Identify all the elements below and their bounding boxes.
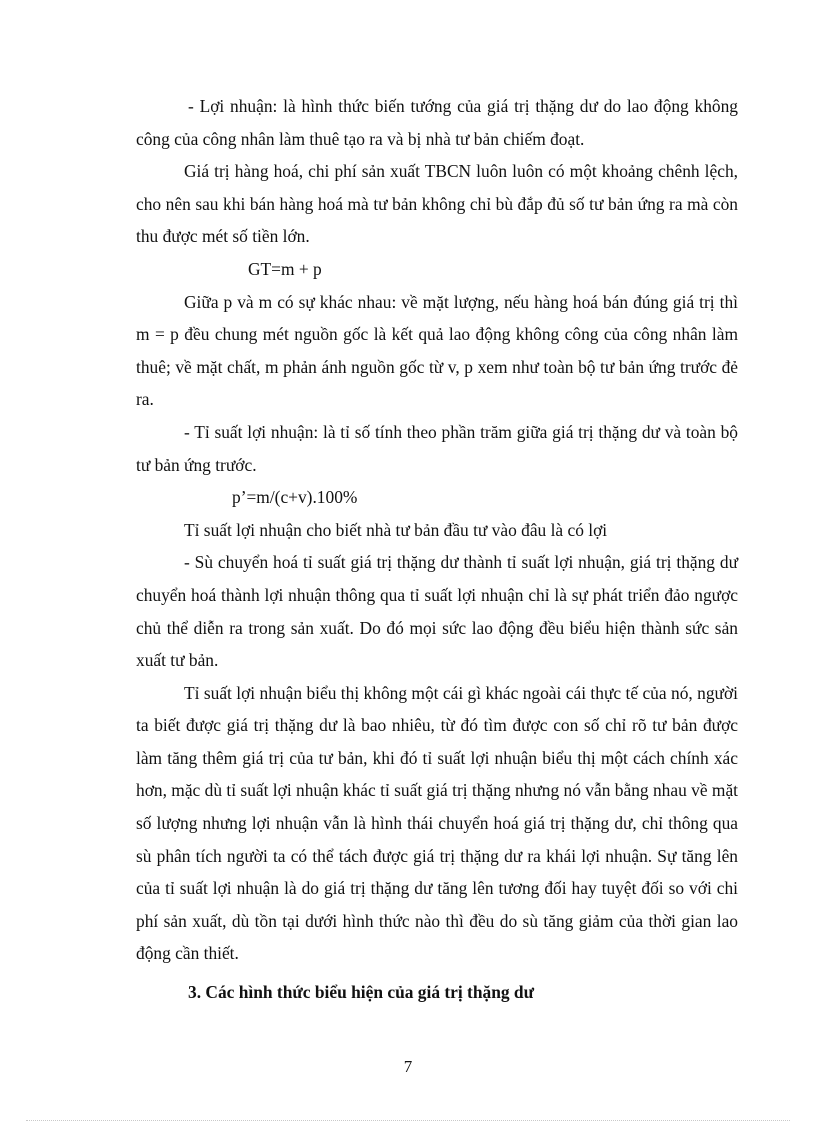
paragraph-loi-nhuan-definition: - Lợi nhuận: là hình thức biến tướng của giá trị thặng dư do lao động không công của công nhân làm thuê tạo ra và bị nhà tư bản chiếm đoạt.	[136, 96, 738, 149]
formula-gt: GT=m + p	[248, 258, 322, 279]
paragraph-bieu-thi: Tỉ suất lợi nhuận biểu thị không một cái gì khác ngoài cái thực tế của nó, người ta biết được giá trị thặng dư là bao nhiêu, từ đó tìm được con số chỉ rõ tư bản được làm tăng thêm giá trị của tư bản, khi đó tỉ suất lợi nhuận biểu thị một cách chính xác hơn, mặc dù tỉ suất lợi nhuận khác tỉ suất giá trị thặng nhưng nó vẫn bằng nhau về mặt số lượng nhưng lợi nhuận vẫn là hình thái chuyển hoá giá trị thặng dư, chỉ thông qua sù phân tích người ta có thể tách được giá trị thặng dư ra khái lợi nhuận. Sự tăng lên của tỉ suất lợi nhuận là do giá trị thặng dư tăng lên tương đối hay tuyệt đối so với chi phí sản xuất, dù tồn tại dưới hình thức nào thì đều do sù tăng giảm của thời gian lao động cần thiết.	[136, 682, 738, 964]
document-body	[136, 90, 738, 1015]
paragraph-chuyen-hoa: - Sù chuyển hoá tỉ suất giá trị thặng dư thành tỉ suất lợi nhuận, giá trị thặng dư chuyển hoá thành lợi nhuận thông qua tỉ suất lợi nhuận chỉ là sự phát triển đảo ngược chủ thể diễn ra trong sản xuất. Do đó mọi sức lao động đều biểu hiện thành sức sản xuất tư bản.	[136, 552, 738, 671]
paragraph-ti-suat-cho-biet: Tỉ suất lợi nhuận cho biết nhà tư bản đầu tư vào đâu là có lợi	[184, 519, 608, 540]
section-heading: 3. Các hình thức biểu hiện của giá trị thặng dư	[188, 982, 535, 1003]
paragraph-p-va-m: Giữa p và m có sự khác nhau: về mặt lượng, nếu hàng hoá bán đúng giá trị thì m = p đều chung mét nguồn gốc là kết quả lao động không công của công nhân làm thuê; về mặt chất, m phản ánh nguồn gốc từ v, p xem như toàn bộ tư bản ứng trước đẻ ra.	[136, 291, 738, 410]
footer-divider	[26, 1120, 790, 1121]
formula-ti-suat: p’=m/(c+v).100%	[232, 487, 358, 508]
paragraph-ti-suat-definition: - Tỉ suất lợi nhuận: là tỉ số tính theo phần trăm giữa giá trị thặng dư và toàn bộ tư bản ứng trước.	[136, 421, 738, 475]
paragraph-chenh-lech: Giá trị hàng hoá, chi phí sản xuất TBCN luôn luôn có một khoảng chênh lệch, cho nên sau khi bán hàng hoá mà tư bản không chỉ bù đắp đủ số tư bản ứng ra mà còn thu được mét số tiền lớn.	[136, 161, 738, 247]
page-number: 7	[403, 1057, 413, 1076]
